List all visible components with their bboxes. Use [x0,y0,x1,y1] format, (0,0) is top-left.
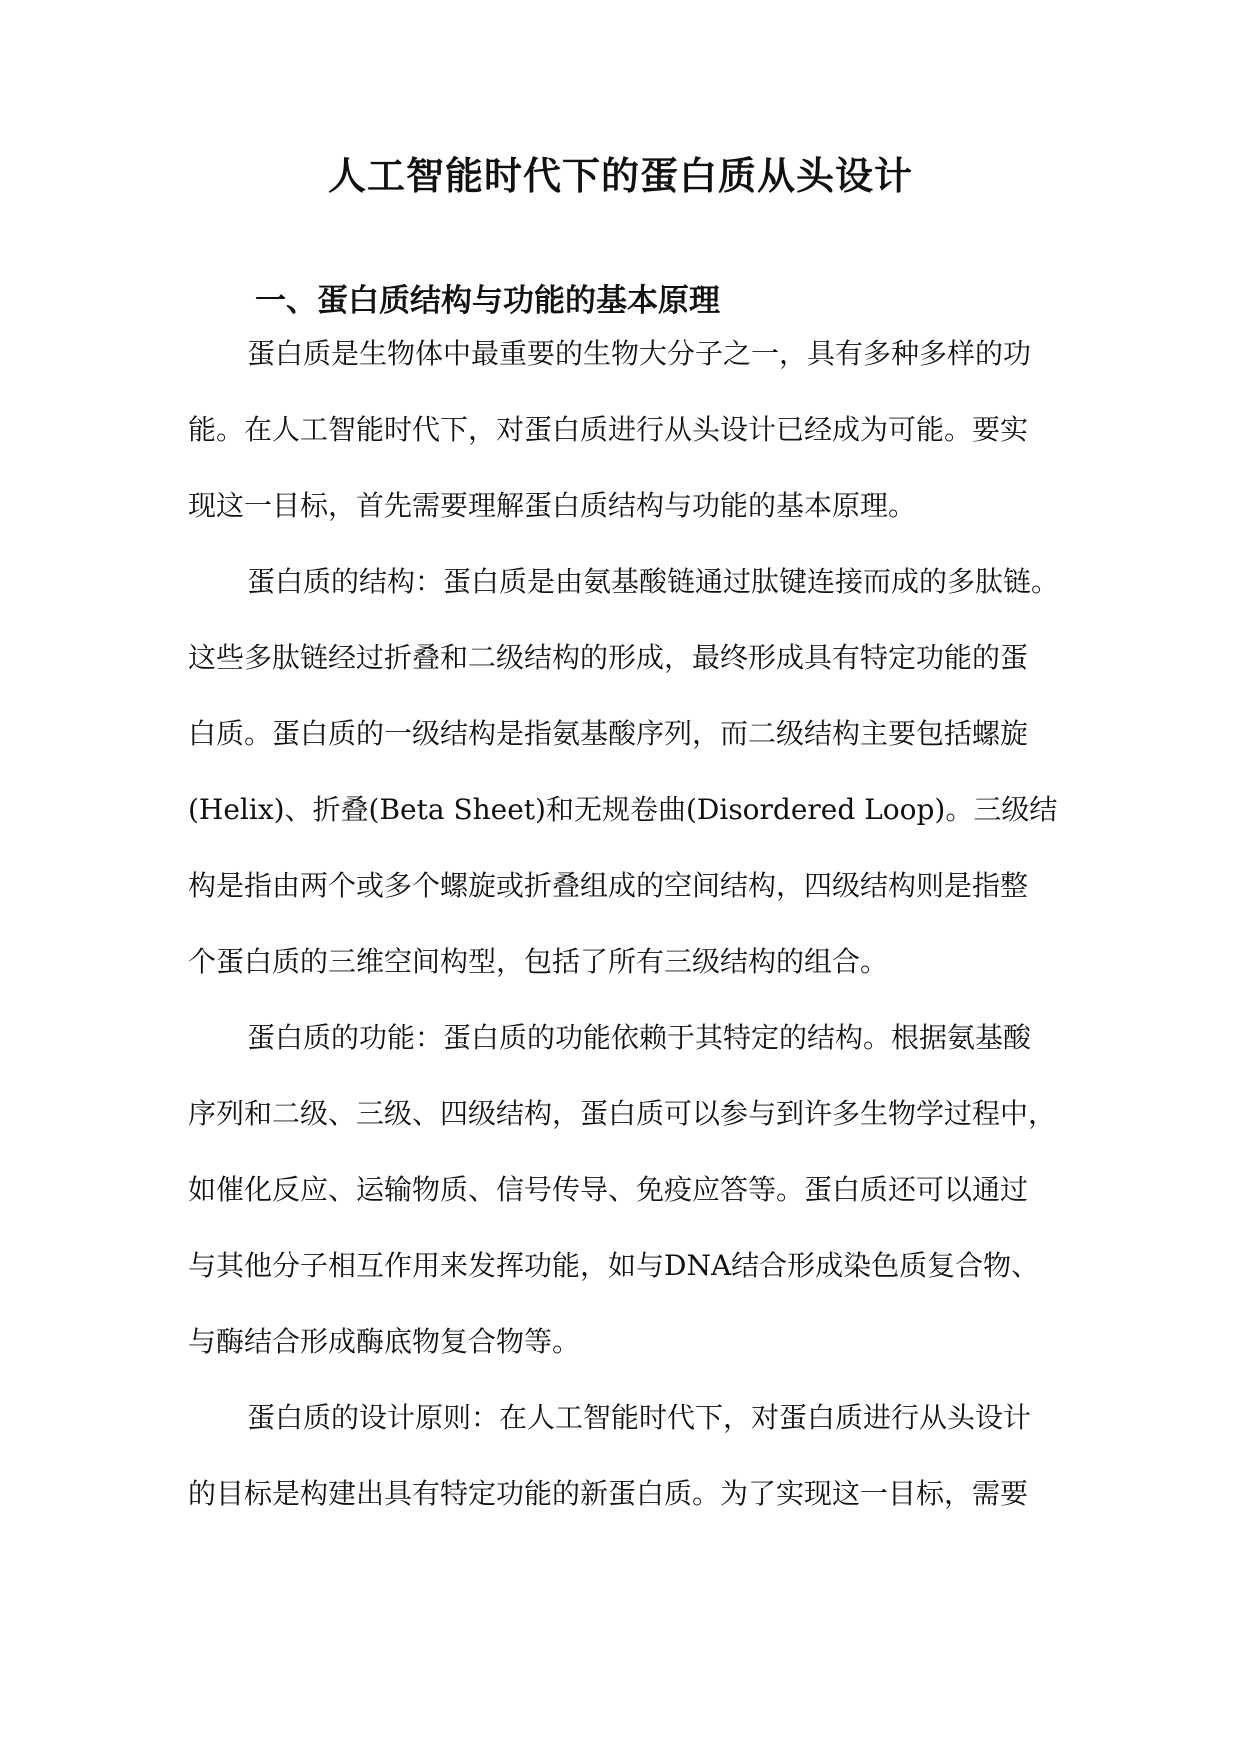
paragraph-function [188,1000,1058,1380]
paragraph-structure [188,544,1058,1000]
paragraph-line: 蛋白质的结构：蛋白质是由氨基酸链通过肽键连接而成的多肽链。 [247,565,1060,598]
paragraph-line: 序列和二级、三级、四级结构，蛋白质可以参与到许多生物学过程中， [188,1097,1057,1130]
paragraph-line: (Helix)、折叠(Beta Sheet)和无规卷曲(Disordered Loop)。三级结 [188,793,1058,826]
paragraph-design-principles [188,1380,1058,1532]
paragraph-line: 与其他分子相互作用来发挥功能，如与DNA结合形成染色质复合物、 [188,1249,1040,1282]
paragraph-intro [188,316,1058,544]
document-title: 人工智能时代下的蛋白质从头设计 [327,154,913,198]
paragraph-line: 的目标是构建出具有特定功能的新蛋白质。为了实现这一目标，需要 [188,1477,1029,1510]
paragraph-line: 如催化反应、运输物质、信号传导、免疫应答等。蛋白质还可以通过 [188,1173,1029,1206]
paragraph-line: 与酶结合形成酶底物复合物等。 [188,1325,581,1358]
paragraph-line: 个蛋白质的三维空间构型，包括了所有三级结构的组合。 [188,945,889,978]
paragraph-line: 这些多肽链经过折叠和二级结构的形成，最终形成具有特定功能的蛋 [188,641,1029,674]
paragraph-line: 现这一目标，首先需要理解蛋白质结构与功能的基本原理。 [188,489,917,522]
paragraph-line: 蛋白质的功能：蛋白质的功能依赖于其特定的结构。根据氨基酸 [247,1021,1032,1054]
paragraph-line: 能。在人工智能时代下，对蛋白质进行从头设计已经成为可能。要实 [188,413,1029,446]
paragraph-line: 构是指由两个或多个螺旋或折叠组成的空间结构，四级结构则是指整 [188,869,1029,902]
section-heading: 一、蛋白质结构与功能的基本原理 [255,283,720,319]
paragraph-line: 白质。蛋白质的一级结构是指氨基酸序列，而二级结构主要包括螺旋 [188,717,1029,750]
paragraph-line: 蛋白质的设计原则：在人工智能时代下，对蛋白质进行从头设计 [247,1401,1032,1434]
paragraph-line: 蛋白质是生物体中最重要的生物大分子之一，具有多种多样的功 [247,337,1032,370]
